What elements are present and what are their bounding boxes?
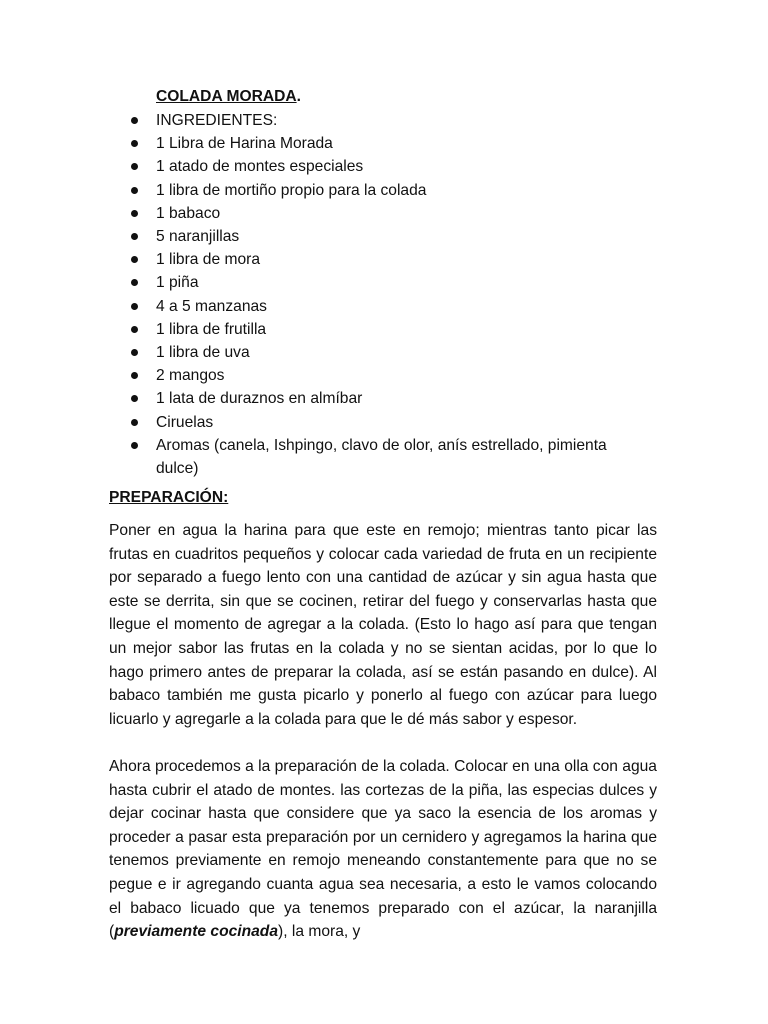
ingredient-item <box>0 434 700 480</box>
ingredient-text: 1 libra de mora <box>156 251 261 269</box>
bullet-icon <box>131 279 138 286</box>
ingredient-item <box>0 364 700 387</box>
bullet-icon <box>131 349 138 356</box>
ingredient-text: 2 mangos <box>156 367 225 385</box>
paragraph-2-emphasis: previamente cocinada <box>114 923 279 941</box>
ingredient-item <box>0 155 700 178</box>
preparation-paragraph-2 <box>109 755 657 944</box>
bullet-icon <box>131 395 138 402</box>
ingredient-text: Ciruelas <box>156 413 214 431</box>
ingredient-item <box>0 271 700 294</box>
bullet-icon <box>131 163 138 170</box>
ingredient-text: 1 libra de mortiño propio para la colada <box>156 181 427 199</box>
ingredients-list <box>0 109 700 480</box>
recipe-title-text: COLADA MORADA <box>156 88 297 105</box>
ingredient-text: 1 atado de montes especiales <box>156 158 364 176</box>
bullet-icon <box>131 442 138 449</box>
ingredient-text: 1 Libra de Harina Morada <box>156 135 333 153</box>
ingredient-text: Aromas (canela, Ishpingo, clavo de olor, anís estrellado, pimienta dulce) <box>156 436 607 478</box>
ingredient-item <box>0 295 700 318</box>
ingredient-text: 1 lata de duraznos en almíbar <box>156 390 363 408</box>
bullet-icon <box>131 419 138 426</box>
ingredient-item <box>0 341 700 364</box>
paragraph-2-text-end: ), la mora, y <box>278 923 361 941</box>
bullet-icon <box>131 372 138 379</box>
ingredient-item <box>0 109 700 132</box>
ingredient-item <box>0 202 700 225</box>
ingredient-item <box>0 248 700 271</box>
ingredient-item <box>0 411 700 434</box>
ingredient-text: INGREDIENTES: <box>156 112 278 129</box>
ingredient-item <box>0 387 700 410</box>
bullet-icon <box>131 187 138 194</box>
ingredient-item <box>0 318 700 341</box>
ingredient-text: 1 libra de frutilla <box>156 320 267 338</box>
bullet-icon <box>131 233 138 240</box>
bullet-icon <box>131 140 138 147</box>
ingredient-item <box>0 225 700 248</box>
recipe-title <box>156 86 301 108</box>
bullet-icon <box>131 303 138 310</box>
ingredient-item <box>0 132 700 155</box>
bullet-icon <box>131 210 138 217</box>
recipe-title-period: . <box>296 88 301 105</box>
preparation-paragraph-1: Poner en agua la harina para que este en remojo; mientras tanto picar las frutas en cuadritos pequeños y colocar cada variedad de fruta en un recipiente por separado a fuego lento con una cantidad de azúcar y sin agua hasta que este se derrita, sin que se cocinen, retirar del fuego y conservarlas hasta que llegue el momento de agregar a la colada. (Esto lo hago así para que tengan un mejor sabor las frutas en la colada y no se sientan acidas, por lo que lo hago primero antes de preparar la colada, así se están pasando en dulce). Al babaco también me gusta picarlo y ponerlo al fuego con azúcar para luego licuarlo y agregarle a la colada para que le dé más sabor y espesor. <box>109 522 657 728</box>
bullet-icon <box>131 326 138 333</box>
paragraph-2-text-start: Ahora procedemos a la preparación de la colada. Colocar en una olla con agua hasta cubrir el atado de montes. las cortezas de la piña, las especias dulces y dejar cocinar hasta que considere que ya saco la esencia de los aromas y proceder a pasar esta preparación por un cernidero y agregamos la harina que tenemos previamente en remojo meneando constantemente para que no se pegue e ir agregando cuanta agua sea necesaria, a esto le vamos colocando el babaco licuado que ya tenemos preparado con el azúcar, la naranjilla ( <box>109 758 657 941</box>
ingredient-item <box>0 179 700 202</box>
ingredient-text: 1 piña <box>156 274 199 292</box>
ingredient-text: 5 naranjillas <box>156 228 240 246</box>
bullet-icon <box>131 117 138 124</box>
ingredient-text: 1 libra de uva <box>156 344 250 362</box>
bullet-icon <box>131 256 138 263</box>
preparation-heading: PREPARACIÓN: <box>109 489 229 506</box>
ingredient-text: 4 a 5 manzanas <box>156 297 267 315</box>
ingredient-text: 1 babaco <box>156 204 221 222</box>
